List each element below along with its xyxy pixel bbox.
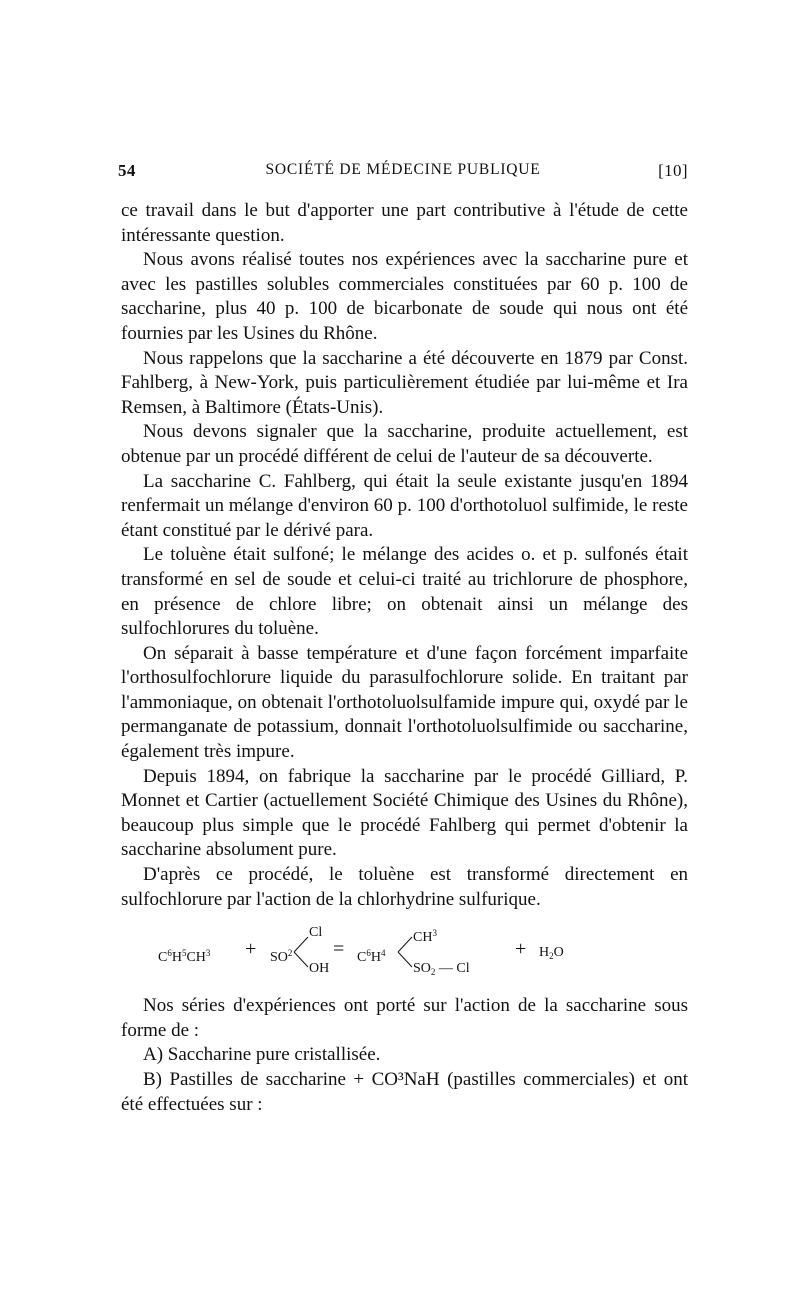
plus-sign: + [515,938,527,961]
equals-sign: = [333,938,345,961]
running-title: SOCIÉTÉ DE MÉDECINE PUBLIQUE [265,161,541,178]
chemical-equation [121,920,688,984]
paragraph: D'après ce procédé, le toluène est transformé directement en sulfochlorure par l'action de la chlorhydrine sulfurique. [121,864,688,910]
paragraph: Nous devons signaler que la saccharine, produite actuellement, est obtenue par un procédé différent de celui de l'auteur de sa découverte. [121,421,688,467]
branch-bracket-icon [397,934,413,970]
branch-bracket-icon [293,934,309,970]
paragraph: Nous rappelons que la saccharine a été découverte en 1879 par Const. Fahlberg, à New-York, puis particulièrement étudiée par lui-même et Ira Remsen, à Baltimore (États-Unis). [121,347,688,418]
list-item: A) Saccharine pure cristallisée. [143,1044,381,1066]
paragraph: On séparait à basse température et d'une façon forcément imparfaite l'orthosulfochlorure liquide du parasulfochlorure solide. En traitant par l'ammoniaque, on obtenait l'orthotoluolsulfamide impure qui, oxydé par le permanganate de potassium, donnait l'orthotoluolsulfimide ou saccharine, également très impure. [121,642,688,763]
paragraph: Depuis 1894, on fabrique la saccharine par le procédé Gilliard, P. Monnet et Cartier (actuellement Société Chimique des Usines du Rhône), beaucoup plus simple que le procédé Fahlberg qui permet d'obtenir la saccharine absolument pure. [121,765,688,861]
body-text [121,199,688,1117]
section-number: [10] [658,161,688,180]
paragraph: Nos séries d'expériences ont porté sur l'action de la saccharine sous forme de : [121,995,688,1041]
page-number: 54 [118,161,136,180]
toluene-ring-formula: $C^6H^4$ [357,948,386,966]
toluene-formula: $C^6H^5CH^3$ [158,948,211,966]
paragraph: La saccharine C. Fahlberg, qui était la seule existante jusqu'en 1894 renfermait un mélange d'environ 60 p. 100 d'orthotoluol sulfimide, le reste étant constitué par le dérivé para. [121,470,688,541]
paragraph: Nous avons réalisé toutes nos expériences avec la saccharine pure et avec les pastilles solubles commerciales constituées par 60 p. 100 de saccharine, plus 40 p. 100 de bicarbonate de soude qui nous ont été fournies par les Usines du Rhône. [121,249,688,344]
branch-hydroxyl: OH [309,961,330,977]
water-formula: $H_2O$ [539,945,564,962]
paragraph: ce travail dans le but d'apporter une part contributive à l'étude de cette intéressante question. [121,200,688,246]
running-header [118,161,688,183]
plus-sign: + [245,938,257,961]
paragraph: Le toluène était sulfoné; le mélange des acides o. et p. sulfonés était transformé en sel de soude et celui-ci traité au trichlorure de phosphore, en présence de chlore libre; on obtenait ainsi un mélange des sulfochlorures du toluène. [121,544,688,640]
branch-chlorine: Cl [309,925,323,941]
branch-methyl: $CH^3$ [413,928,437,946]
branch-sulfonyl-chloride: $SO_2$ — Cl [413,961,470,978]
list-item: B) Pastilles de saccharine + CO³NaH (pastilles commerciales) et ont été effectuées sur : [121,1069,688,1115]
chlorosulfuric-acid-formula: $SO^2$ [270,948,293,966]
